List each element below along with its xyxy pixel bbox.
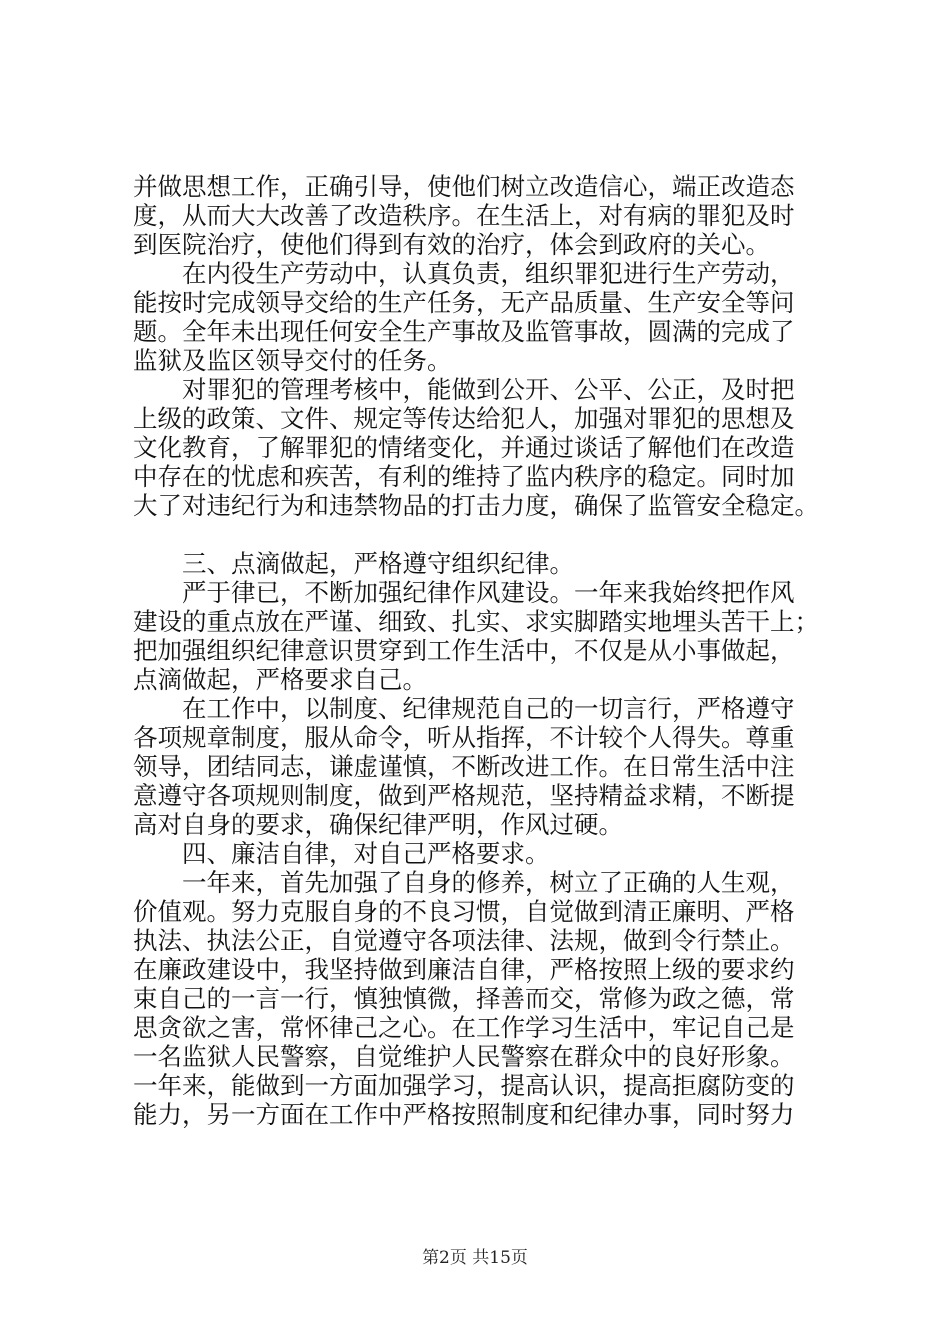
text-line: 束自己的一言一行，慎独慎微，择善而交，常修为政之德，常 bbox=[133, 984, 795, 1013]
paragraph-start-line: 对罪犯的管理考核中，能做到公开、公平、公正，及时把 bbox=[182, 375, 795, 404]
text-line: 大了对违纪行为和违禁物品的打击力度，确保了监管安全稳定。 bbox=[133, 491, 819, 520]
text-line: 中存在的忧虑和疾苦，有利的维持了监内秩序的稳定。同时加 bbox=[133, 462, 795, 491]
document-body bbox=[133, 172, 833, 1129]
text-line: 一年来，能做到一方面加强学习，提高认识，提高拒腐防变的 bbox=[133, 1071, 795, 1100]
text-line: 各项规章制度，服从命令，听从指挥，不计较个人得失。尊重 bbox=[133, 723, 795, 752]
text-line: 执法、执法公正，自觉遵守各项法律、法规，做到令行禁止。 bbox=[133, 926, 795, 955]
text-line: 文化教育，了解罪犯的情绪变化，并通过谈话了解他们在改造 bbox=[133, 433, 795, 462]
text-line: 高对自身的要求，确保纪律严明，作风过硬。 bbox=[133, 810, 623, 839]
text-line: 一名监狱人民警察，自觉维护人民警察在群众中的良好形象。 bbox=[133, 1042, 795, 1071]
text-line: 监狱及监区领导交付的任务。 bbox=[133, 346, 452, 375]
section-heading: 四、廉洁自律，对自己严格要求。 bbox=[182, 839, 550, 868]
text-line: 能按时完成领导交给的生产任务，无产品质量、生产安全等问 bbox=[133, 288, 795, 317]
text-line: 上级的政策、文件、规定等传达给犯人，加强对罪犯的思想及 bbox=[133, 404, 795, 433]
text-line: 价值观。努力克服自身的不良习惯，自觉做到清正廉明、严格 bbox=[133, 897, 795, 926]
text-line: 意遵守各项规则制度，做到严格规范，坚持精益求精，不断提 bbox=[133, 781, 795, 810]
text-line: 度，从而大大改善了改造秩序。在生活上，对有病的罪犯及时 bbox=[133, 201, 795, 230]
text-line: 在廉政建设中，我坚持做到廉洁自律，严格按照上级的要求约 bbox=[133, 955, 795, 984]
text-line: 能力，另一方面在工作中严格按照制度和纪律办事，同时努力 bbox=[133, 1100, 795, 1129]
paragraph-start-line: 在内役生产劳动中，认真负责，组织罪犯进行生产劳动， bbox=[182, 259, 795, 288]
paragraph-gap bbox=[133, 520, 833, 549]
text-line: 点滴做起，严格要求自己。 bbox=[133, 665, 427, 694]
text-line: 把加强组织纪律意识贯穿到工作生活中，不仅是从小事做起， bbox=[133, 636, 795, 665]
text-line: 到医院治疗，使他们得到有效的治疗，体会到政府的关心。 bbox=[133, 230, 770, 259]
page-number: 第2页 共15页 bbox=[422, 1248, 528, 1268]
text-line: 并做思想工作，正确引导，使他们树立改造信心，端正改造态 bbox=[133, 172, 795, 201]
text-line: 建设的重点放在严谨、细致、扎实、求实脚踏实地埋头苦干上； bbox=[133, 607, 819, 636]
paragraph-start-line: 严于律已，不断加强纪律作风建设。一年来我始终把作风 bbox=[182, 578, 795, 607]
text-line: 领导，团结同志，谦虚谨慎，不断改进工作。在日常生活中注 bbox=[133, 752, 795, 781]
paragraph-start-line: 一年来，首先加强了自身的修养，树立了正确的人生观， bbox=[182, 868, 795, 897]
section-heading: 三、点滴做起，严格遵守组织纪律。 bbox=[182, 549, 574, 578]
page-footer bbox=[0, 1243, 950, 1268]
text-line: 题。全年未出现任何安全生产事故及监管事故，圆满的完成了 bbox=[133, 317, 795, 346]
paragraph-start-line: 在工作中，以制度、纪律规范自己的一切言行，严格遵守 bbox=[182, 694, 795, 723]
text-line: 思贪欲之害，常怀律己之心。在工作学习生活中，牢记自己是 bbox=[133, 1013, 795, 1042]
